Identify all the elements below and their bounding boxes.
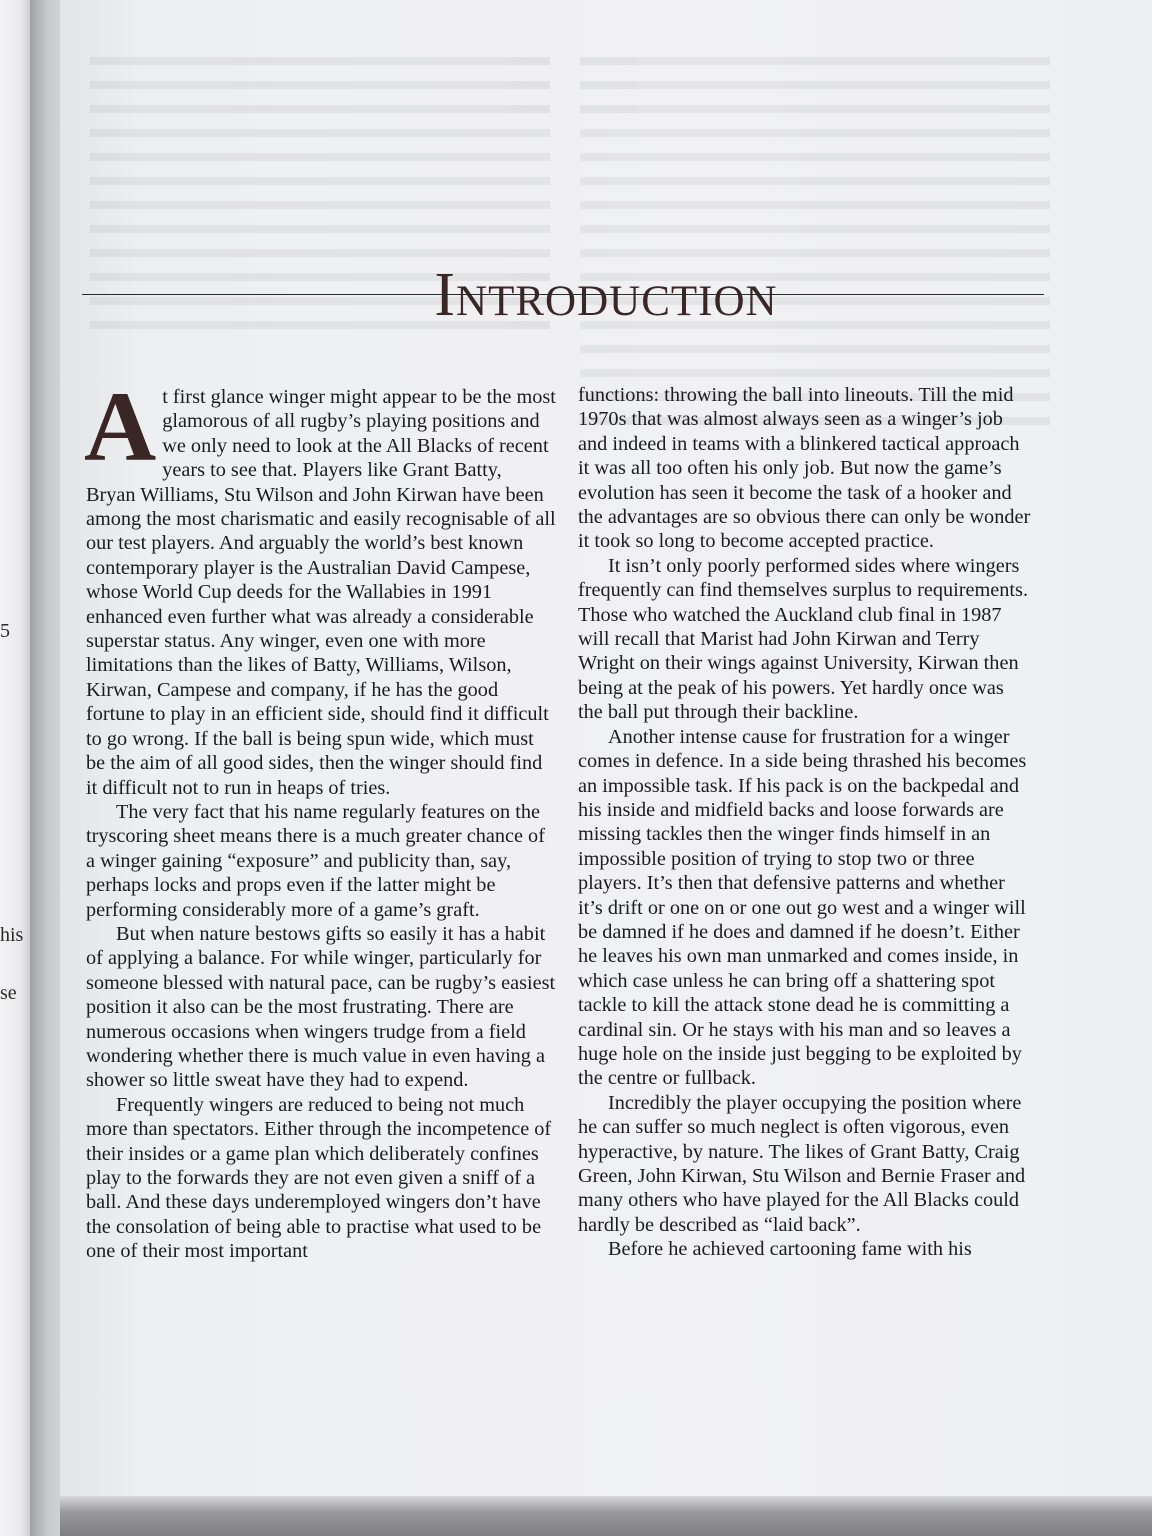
page-title: Introduction	[434, 260, 778, 329]
paragraph	[84, 371, 556, 800]
paragraph: Incredibly the player occupying the position where he can suffer so much neglect is often vigorous, even hyperactive, by nature. The likes of Grant Batty, Craig Green, John Kirwan, Stu Wilson and Bernie Fraser and many others who have played for the All Blacks could hardly be described as “laid back”.	[578, 1091, 1026, 1236]
paragraph: Before he achieved cartooning fame with his	[608, 1238, 972, 1261]
paragraph: It isn’t only poorly performed sides where wingers frequently can find themselves surplus to requirements. Those who watched the Auckland club final in 1987 will recall that Marist had John Kirwan and Terry Wright on their wings against University, Kirwan then being at the peak of his powers. Yet hardly once was the ball put through their backline.	[578, 554, 1029, 724]
book-page	[60, 0, 1152, 1496]
paragraph: functions: throwing the ball into lineouts. Till the mid 1970s that was almost always seen as a winger’s job and indeed in teams with a blinkered tactical approach it was all too often his only job. But now the game’s evolution has seen it become the task of a hooker and the advantages are so obvious there can only be wonder it took so long to become accepted practice.	[578, 384, 1031, 553]
previous-page-fragment: se	[0, 982, 17, 1004]
text-column-right	[578, 383, 1033, 1262]
paragraph: Frequently wingers are reduced to being not much more than spectators. Either through the incompetence of their insides or a game plan which deliberately confines play to the forwards they are not even given a sniff of a ball. And these days underemployed wingers don’t have the consolation of being able to practise what used to be one of their most important	[86, 1093, 552, 1263]
paragraph: But when nature bestows gifts so easily it has a habit of applying a balance. For while winger, particularly for someone blessed with natural pace, can be rugby’s easiest position it also can be the most frustrating. There are numerous occasions when wingers trudge from a field wondering whether there is much value in even having a shower so little sweat have they had to expend.	[86, 922, 556, 1092]
paragraph: The very fact that his name regularly features on the tryscoring sheet means there is a much greater chance of a winger gaining “exposure” and publicity than, say, perhaps locks and props even if the latter might be performing considerably more of a game’s graft.	[86, 800, 545, 921]
title-rule	[82, 294, 1044, 295]
previous-page-fragment: his	[0, 924, 24, 946]
paragraph: Another intense cause for frustration for a winger comes in defence. In a side being thrashed his becomes an impossible task. If his pack is on the backpedal and his inside and midfield backs and loose forwards are missing tackles then the winger finds himself in an impossible position of trying to stop two or three players. It’s then that defensive patterns and whether it’s drift or one on or one out go west and a winger will be damned if he does and damned if he doesn’t. Either he leaves his own man unmarked and comes inside, in which case unless he can bring off a shattering spot tackle to kill the attack stone dead he is committing a cardinal sin. Or he stays with his man and so leaves a huge hole on the inside just begging to be exploited by the centre or fullback.	[578, 725, 1027, 1090]
bleed-through-texture	[90, 0, 550, 290]
page-bottom-edge	[60, 1496, 1152, 1536]
previous-page-edge	[0, 0, 30, 1536]
text-column-left	[84, 371, 556, 1264]
paragraph-text: t first glance winger might appear to be the most glamorous of all rugby’s playing positions and we only need to look at the All Blacks of recent years to see that. Players like Grant Batty, Bryan Williams, Stu Wilson and John Kirwan have been among the most charismatic and easily recognisable of all our test players. And arguably the world’s best known contemporary player is the Australian David Campese, whose World Cup deeds for the Wallabies in 1991 enhanced even further what was already a considerable superstar status. Any winger, even one with more limitations than the likes of Batty, Williams, Wilson, Kirwan, Campese and company, if he has the good fortune to play in an efficient side, should find it difficult to go wrong. If the ball is being spun wide, which must be the aim of all good sides, then the winger should find it difficult not to run in heaps of tries.	[86, 386, 556, 799]
previous-page-fragment: 5	[0, 620, 10, 642]
drop-cap: A	[84, 371, 157, 482]
